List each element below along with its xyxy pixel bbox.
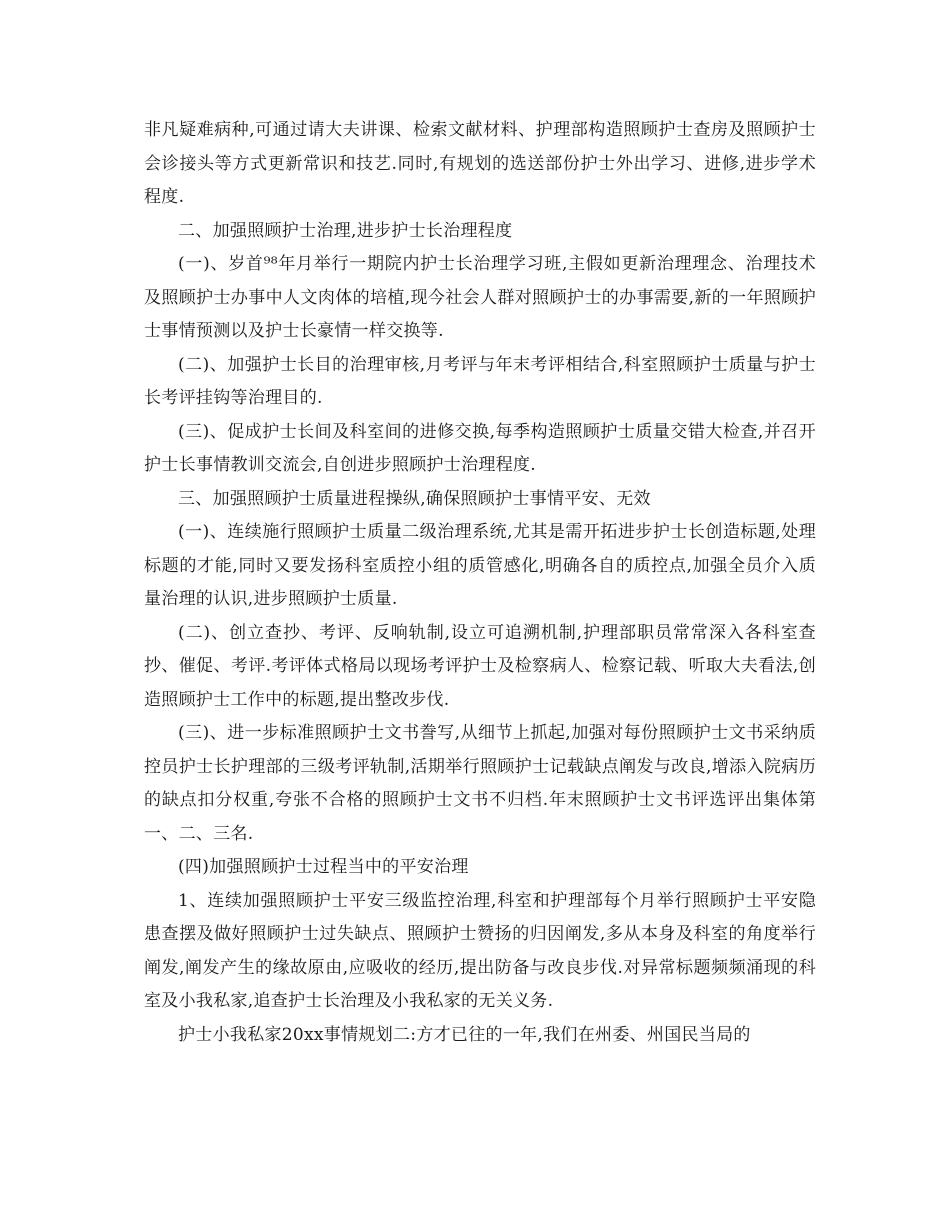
paragraph-2-1: (一)、岁首⁹⁸年月举行一期院内护士长治理学习班,主假如更新治理理念、治理技术及照顾护士办事中人文肉体的培植,现今社会人群对照顾护士的办事需要,新的一年照顾护士事情预测以及护士长豪情一样交换等. [144, 254, 816, 341]
paragraph-1: 非凡疑难病种,可通过请大夫讲课、检索文献材料、护理部构造照顾护士查房及照顾护士会诊接头等方式更新常识和技艺.同时,有规划的选送部份护士外出学习、进修,进步学术程度. [144, 120, 816, 207]
document-body [144, 114, 816, 1052]
paragraph-3-3: (三)、进一步标准照顾护士文书誊写,从细节上抓起,加强对每份照顾护士文书采纳质控员护士长护理部的三级考评轨制,活期举行照顾护士记载缺点阐发与改良,增添入院病历的缺点扣分权重,夸张不合格的照顾护士文书不归档.年末照顾护士文书评选评出集体第一、二、三名. [144, 723, 816, 844]
paragraph-3-4-1: 1、连续加强照顾护士平安三级监控治理,科室和护理部每个月举行照顾护士平安隐患查摆及做好照顾护士过失缺点、照顾护士赞扬的归因阐发,多从本身及科室的角度举行阐发,阐发产生的缘故原由,应吸收的经历,提出防备与改良步伐.对异常标题频频涌现的科室及小我私家,追查护士长治理及小我私家的无关义务. [144, 890, 816, 1011]
paragraph-3-2: (二)、创立查抄、考评、反响轨制,设立可追溯机制,护理部职员常常深入各科室查抄、催促、考评.考评体式格局以现场考评护士及检察病人、检察记载、听取大夫看法,创造照顾护士工作中的标题,提出整改步伐. [144, 622, 816, 710]
paragraph-2-3: (三)、促成护士长间及科室间的进修交换,每季构造照顾护士质量交错大检查,并召开护士长事情教训交流会,自创进步照顾护士治理程度. [144, 421, 816, 475]
subsection-heading-3-4: (四)加强照顾护士过程当中的平安治理 [178, 857, 469, 877]
paragraph-3-1: (一)、连续施行照顾护士质量二级治理系统,尤其是需开拓进步护士长创造标题,处理标题的才能,同时又要发扬科室质控小组的质管感化,明确各自的质控点,加强全员介入质量治理的认识,进步照顾护士质量. [144, 522, 816, 609]
paragraph-plan-two-intro: 护士小我私家20xx事情规划二:方才已往的一年,我们在州委、州国民当局的 [178, 1024, 751, 1045]
section-heading-2: 二、加强照顾护士治理,进步护士长治理程度 [178, 220, 513, 241]
paragraph-2-2: (二)、加强护士长目的治理审核,月考评与年末考评相结合,科室照顾护士质量与护士长考评挂钩等治理目的. [144, 354, 816, 408]
section-heading-3: 三、加强照顾护士质量进程操纵,确保照顾护士事情平安、无效 [178, 488, 651, 509]
